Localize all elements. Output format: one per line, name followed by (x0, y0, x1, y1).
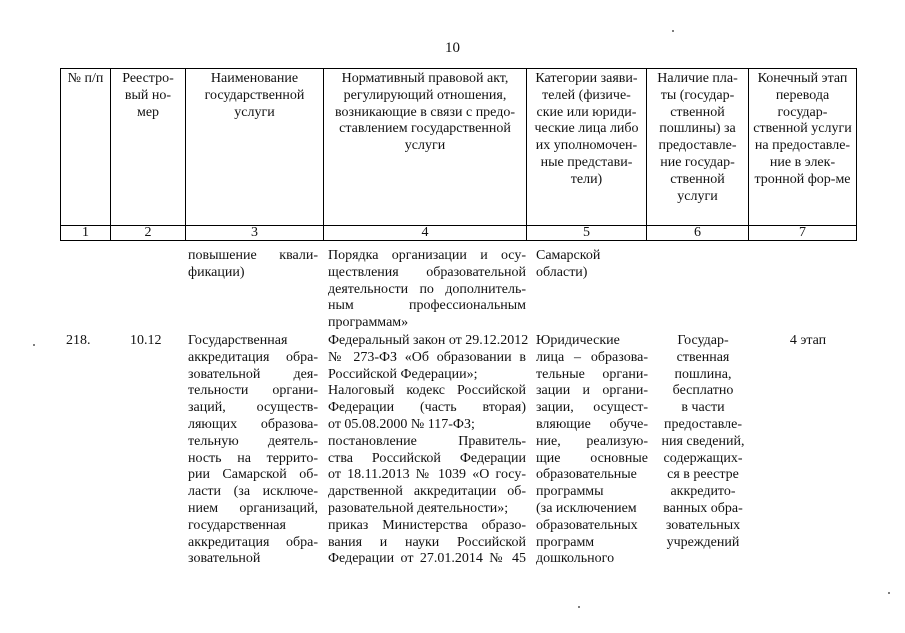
column-number-row (61, 226, 857, 241)
text-line: ность на террито- (188, 450, 318, 466)
text-line: нием организаций, (188, 500, 318, 516)
row-registry-number: 10.12 (130, 333, 162, 348)
scan-speck (33, 344, 35, 346)
row-applicant-categories (536, 333, 648, 568)
header-col-1: № п/п (61, 69, 111, 226)
text-line: Самарской (536, 248, 601, 263)
text-line: зации, осущест- (536, 400, 648, 416)
continuation-applicants (536, 248, 648, 282)
column-number: 6 (647, 226, 749, 241)
continuation-law (328, 248, 526, 332)
text-line: Налоговый кодекс Российской (328, 383, 526, 399)
text-line: щие основные (536, 450, 648, 466)
text-line: программы (536, 484, 604, 500)
text-line: Юридические (536, 333, 620, 348)
text-line: в части (681, 400, 725, 416)
text-line: Федеральный закон от 29.12.2012 (328, 333, 529, 348)
text-line: ществления образовательной (328, 264, 526, 280)
text-line: заций, осуществ- (188, 400, 318, 416)
text-line: ляющих образова- (188, 416, 318, 432)
scan-speck (578, 606, 580, 608)
column-number: 1 (61, 226, 111, 241)
text-line: государственная (188, 517, 286, 533)
text-line: аккредитация обра- (188, 349, 318, 365)
header-col-3: Наименование государственной услуги (186, 69, 324, 226)
text-line: Государ- (677, 333, 729, 348)
header-table (60, 68, 857, 241)
text-line: зовательной дея- (188, 366, 318, 382)
text-line: пошлина, (674, 366, 732, 382)
text-line: Порядка организации и осу- (328, 248, 526, 263)
text-line: деятельности по дополнитель- (328, 281, 526, 297)
row-fee (652, 333, 754, 551)
header-col-6: Наличие пла-ты (государ-ственной пошлины) за предоставле-ние государ-ственной услуги (647, 69, 749, 226)
text-line: № 273-ФЗ «Об образовании в (328, 349, 526, 365)
text-line: ся в реестре (667, 467, 739, 483)
text-line: дарственной аккредитации об- (328, 484, 526, 500)
text-line: вляющие обуче- (536, 416, 648, 432)
header-row (61, 69, 857, 226)
text-line: Российской Федерации»; (328, 366, 478, 382)
text-line: ства Российской Федерации (328, 450, 526, 466)
text-line: образовательные (536, 467, 637, 483)
text-line: Государственная (188, 333, 288, 348)
text-line: тельные органи- (536, 366, 648, 382)
text-line: программам» (328, 315, 409, 331)
text-line: постановление Правитель- (328, 433, 526, 449)
text-line: (за исключением (536, 500, 637, 516)
text-line: зовательных (665, 517, 741, 533)
text-line: Федерации от 27.01.2014 № 45 (328, 551, 526, 567)
row-number: 218. (66, 333, 91, 348)
text-line: предоставле- (664, 416, 742, 432)
header-col-5: Категории заяви-телей (физиче-ские или юриди-ческие лица либо их уполномочен-ные представи-тели) (527, 69, 647, 226)
text-line: вания и науки Российской (328, 534, 526, 550)
column-number: 4 (324, 226, 527, 241)
header-col-4: Нормативный правовой акт, регулирующий отношения, возникающие в связи с предо-ставлением государственной услуги (324, 69, 527, 226)
continuation-name (188, 248, 318, 282)
column-number: 3 (186, 226, 324, 241)
text-line: ния сведений, (661, 433, 745, 449)
text-line: разовательной деятельности»; (328, 500, 509, 516)
row-service-name (188, 333, 318, 568)
text-line: Федерации (часть вторая) (328, 400, 526, 416)
text-line: зации и органи- (536, 383, 648, 399)
text-line: приказ Министерства образо- (328, 517, 526, 533)
text-line: бесплатно (672, 383, 734, 399)
column-number: 2 (111, 226, 186, 241)
text-line: лица – образова- (536, 349, 648, 365)
text-line: тельную деятель- (188, 433, 318, 449)
scan-speck (888, 592, 890, 594)
text-line: фикации) (188, 264, 245, 280)
text-line: учреждений (666, 534, 740, 550)
header-col-7: Конечный этап перевода государ-ственной услуги на предоставле-ние в элек-тронной фор-ме (749, 69, 857, 226)
column-number: 7 (749, 226, 857, 241)
page-number: 10 (445, 40, 460, 56)
text-line: зовательной (188, 551, 261, 567)
text-line: тельности органи- (188, 383, 318, 399)
text-line: ванных обра- (663, 500, 743, 516)
column-number: 5 (527, 226, 647, 241)
text-line: повышение квали- (188, 248, 318, 263)
text-line: ным профессиональным (328, 298, 526, 314)
text-line: программ (536, 534, 595, 550)
text-line: области) (536, 264, 588, 280)
text-line: рии Самарской об- (188, 467, 318, 483)
row-final-stage: 4 этап (789, 333, 827, 348)
text-line: от 05.08.2000 № 117-ФЗ; (328, 416, 475, 432)
header-col-2: Реестро-вый но-мер (111, 69, 186, 226)
text-line: ласти (за исключе- (188, 484, 318, 500)
scan-speck (672, 30, 674, 32)
text-line: дошкольного (536, 551, 615, 567)
text-line: содержащих- (663, 450, 743, 466)
row-legal-acts (328, 333, 529, 568)
text-line: ственная (676, 349, 730, 365)
text-line: аккредито- (670, 484, 736, 500)
text-line: от 18.11.2013 № 1039 «О госу- (328, 467, 526, 483)
text-line: ние, реализую- (536, 433, 648, 449)
text-line: образовательных (536, 517, 638, 533)
text-line: аккредитация обра- (188, 534, 318, 550)
